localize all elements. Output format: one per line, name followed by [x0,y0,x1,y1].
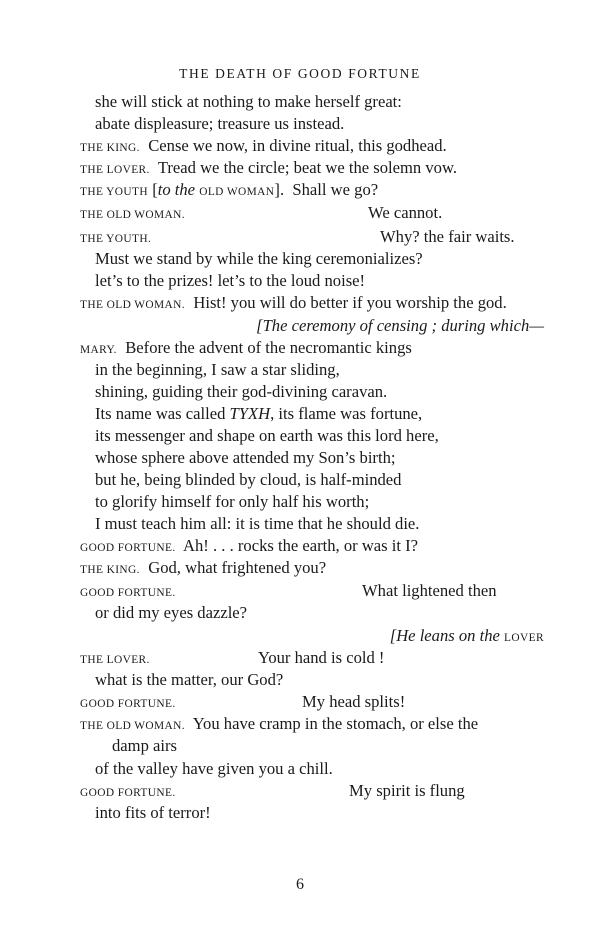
running-head: THE DEATH OF GOOD FORTUNE [179,66,421,81]
verse-line: GOOD FORTUNE. Ah! . . . rocks the earth, or was it I? [80,536,419,555]
verse-line: THE KING. Cense we now, in divine ritual, this godhead. [80,136,447,155]
verse-line: THE OLD WOMAN. Hist! you will do better if you worship the god. [80,293,507,312]
speaker-name: THE LOVER. [80,164,150,176]
verse-line: into fits of terror! [95,803,211,822]
verse-line: THE LOVER. Tread we the circle; beat we the solemn vow. [80,158,458,177]
verse-line: of the valley have given you a chill. [95,759,333,778]
verse-line-continuation: What lightened then [362,581,497,600]
verse-line: THE KING. God, what frightened you? [80,558,327,577]
verse-line [80,648,150,670]
verse-line [80,203,185,225]
speaker-name: THE LOVER. [80,654,150,666]
speaker-name: GOOD FORTUNE. [80,698,176,710]
speaker-name: GOOD FORTUNE. [80,787,176,799]
verse-line: I must teach him all: it is time that he should die. [95,514,420,533]
verse-line [80,692,176,714]
speaker-name: MARY. [80,344,117,356]
verse-line-continuation: My head splits! [302,692,406,711]
stage-direction: [to the OLD WOMAN]. [152,180,285,199]
verse-line: THE OLD WOMAN. You have cramp in the stomach, or else the [80,714,479,733]
speaker-name: THE OLD WOMAN. [80,720,186,732]
verse-line-continuation: We cannot. [368,203,443,222]
speaker-name: GOOD FORTUNE. [80,587,176,599]
speaker-name: THE OLD WOMAN. [80,209,186,221]
verse-line: whose sphere above attended my Son’s birth; [95,448,396,467]
speaker-name: THE KING. [80,142,140,154]
verse-line: but he, being blinded by cloud, is half-minded [95,470,402,489]
verse-line-wrap: damp airs [112,736,177,755]
verse-line [80,227,151,249]
speaker-name: THE KING. [80,564,140,576]
verse-line: THE YOUTH [to the OLD WOMAN]. Shall we go? [80,180,379,199]
stage-direction: [The ceremony of censing ; during which— [256,316,544,335]
verse-line: abate displeasure; treasure us instead. [95,114,345,133]
verse-line: Its name was called TYXH, its flame was fortune, [95,404,423,423]
stage-direction: [He leans on the LOVER [389,626,544,645]
verse-line [80,581,176,603]
verse-line [80,781,176,803]
verse-line: to glorify himself for only half his worth; [95,492,370,511]
verse-line: MARY. Before the advent of the necromantic kings [80,338,412,357]
verse-line: its messenger and shape on earth was this lord here, [95,426,439,445]
verse-line: let’s to the prizes! let’s to the loud noise! [95,271,366,290]
verse-line: Must we stand by while the king ceremonializes? [95,249,423,268]
speaker-name: THE YOUTH. [80,233,152,245]
speaker-name: THE OLD WOMAN. [80,299,186,311]
verse-line: or did my eyes dazzle? [95,603,248,622]
speaker-name: GOOD FORTUNE. [80,542,176,554]
speaker-name: THE YOUTH [80,186,149,198]
verse-line: in the beginning, I saw a star sliding, [95,360,340,379]
page-number: 6 [296,876,304,893]
verse-line-continuation: Why? the fair waits. [380,227,515,246]
verse-line-continuation: My spirit is flung [349,781,465,800]
verse-line: what is the matter, our God? [95,670,284,689]
verse-line: she will stick at nothing to make herself great: [95,92,402,111]
verse-line: shining, guiding their god-divining caravan. [95,382,388,401]
verse-line-continuation: Your hand is cold ! [258,648,385,667]
